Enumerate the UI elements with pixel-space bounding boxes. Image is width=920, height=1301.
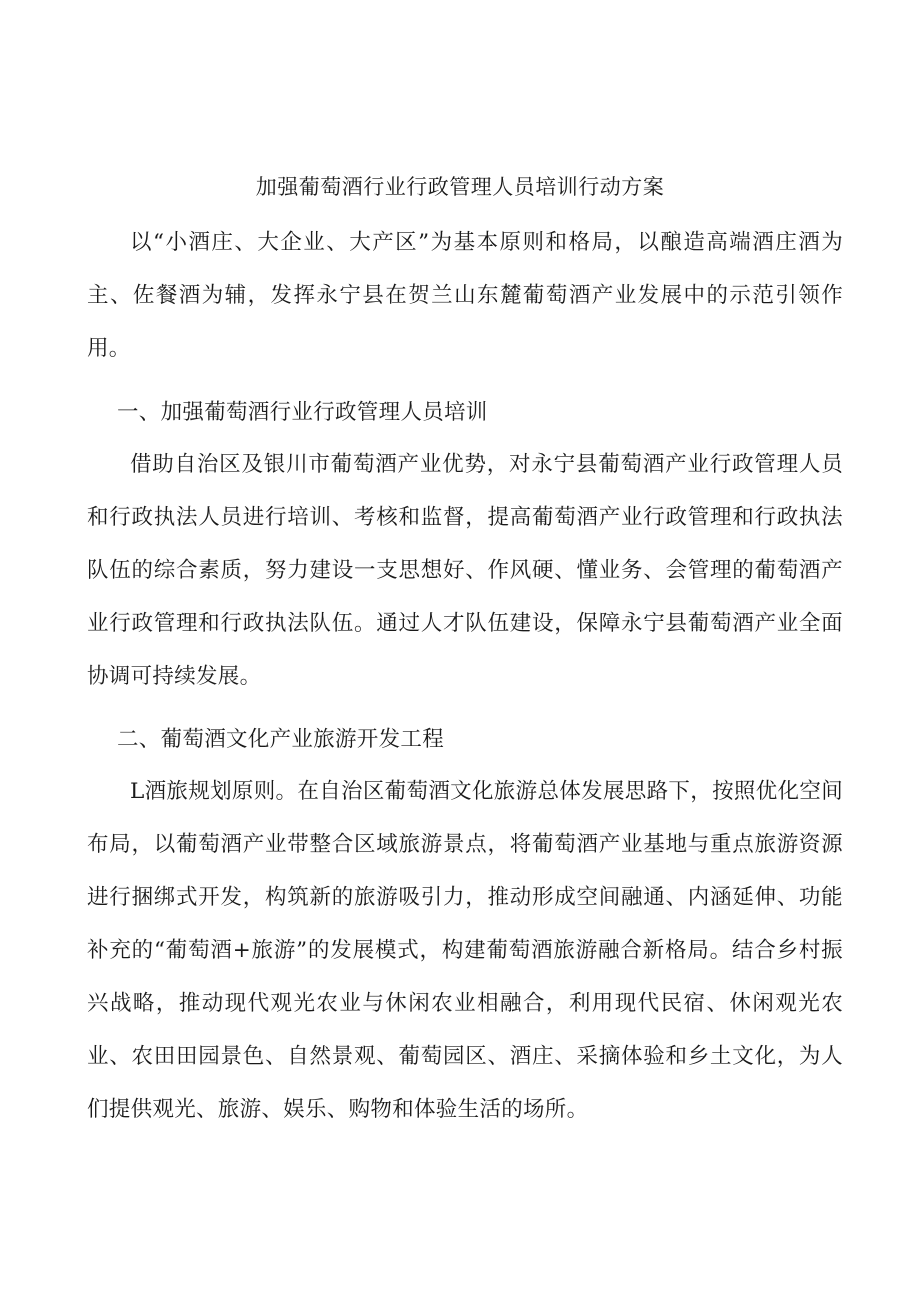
section-paragraph-2: L酒旅规划原则。在自治区葡萄酒文化旅游总体发展思路下，按照优化空间布局，以葡萄酒产业带整合区域旅游景点，将葡萄酒产业基地与重点旅游资源进行捆绑式开发，构筑新的旅游吸引力，推动形成空间融通、内涵延伸、功能补充的“葡萄酒+旅游”的发展模式，构建葡萄酒旅游融合新格局。结合乡村振兴战略，推动现代观光农业与休闲农业相融合，利用现代民宿、休闲观光农业、农田田园景色、自然景观、葡萄园区、酒庄、采摘体验和乡土文化，为人们提供观光、旅游、娱乐、购物和体验生活的场所。 bbox=[87, 779, 843, 1122]
intro-paragraph: 以“小酒庄、大企业、大产区”为基本原则和格局，以酿造高端酒庄酒为主、佐餐酒为辅，发挥永宁县在贺兰山东麓葡萄酒产业发展中的示范引领作用。 bbox=[87, 230, 843, 361]
section-heading-1: 一、加强葡萄酒行业行政管理人员培训 bbox=[117, 400, 488, 425]
document-title: 加强葡萄酒行业行政管理人员培训行动方案 bbox=[255, 175, 665, 199]
section-heading-2: 二、葡萄酒文化产业旅游开发工程 bbox=[117, 727, 445, 752]
section-paragraph-1: 借助自治区及银川市葡萄酒产业优势，对永宁县葡萄酒产业行政管理人员和行政执法人员进行培训、考核和监督，提高葡萄酒产业行政管理和行政执法队伍的综合素质，努力建设一支思想好、作风硬、懂业务、会管理的葡萄酒产业行政管理和行政执法队伍。通过人才队伍建设，保障永宁县葡萄酒产业全面协调可持续发展。 bbox=[87, 452, 843, 689]
